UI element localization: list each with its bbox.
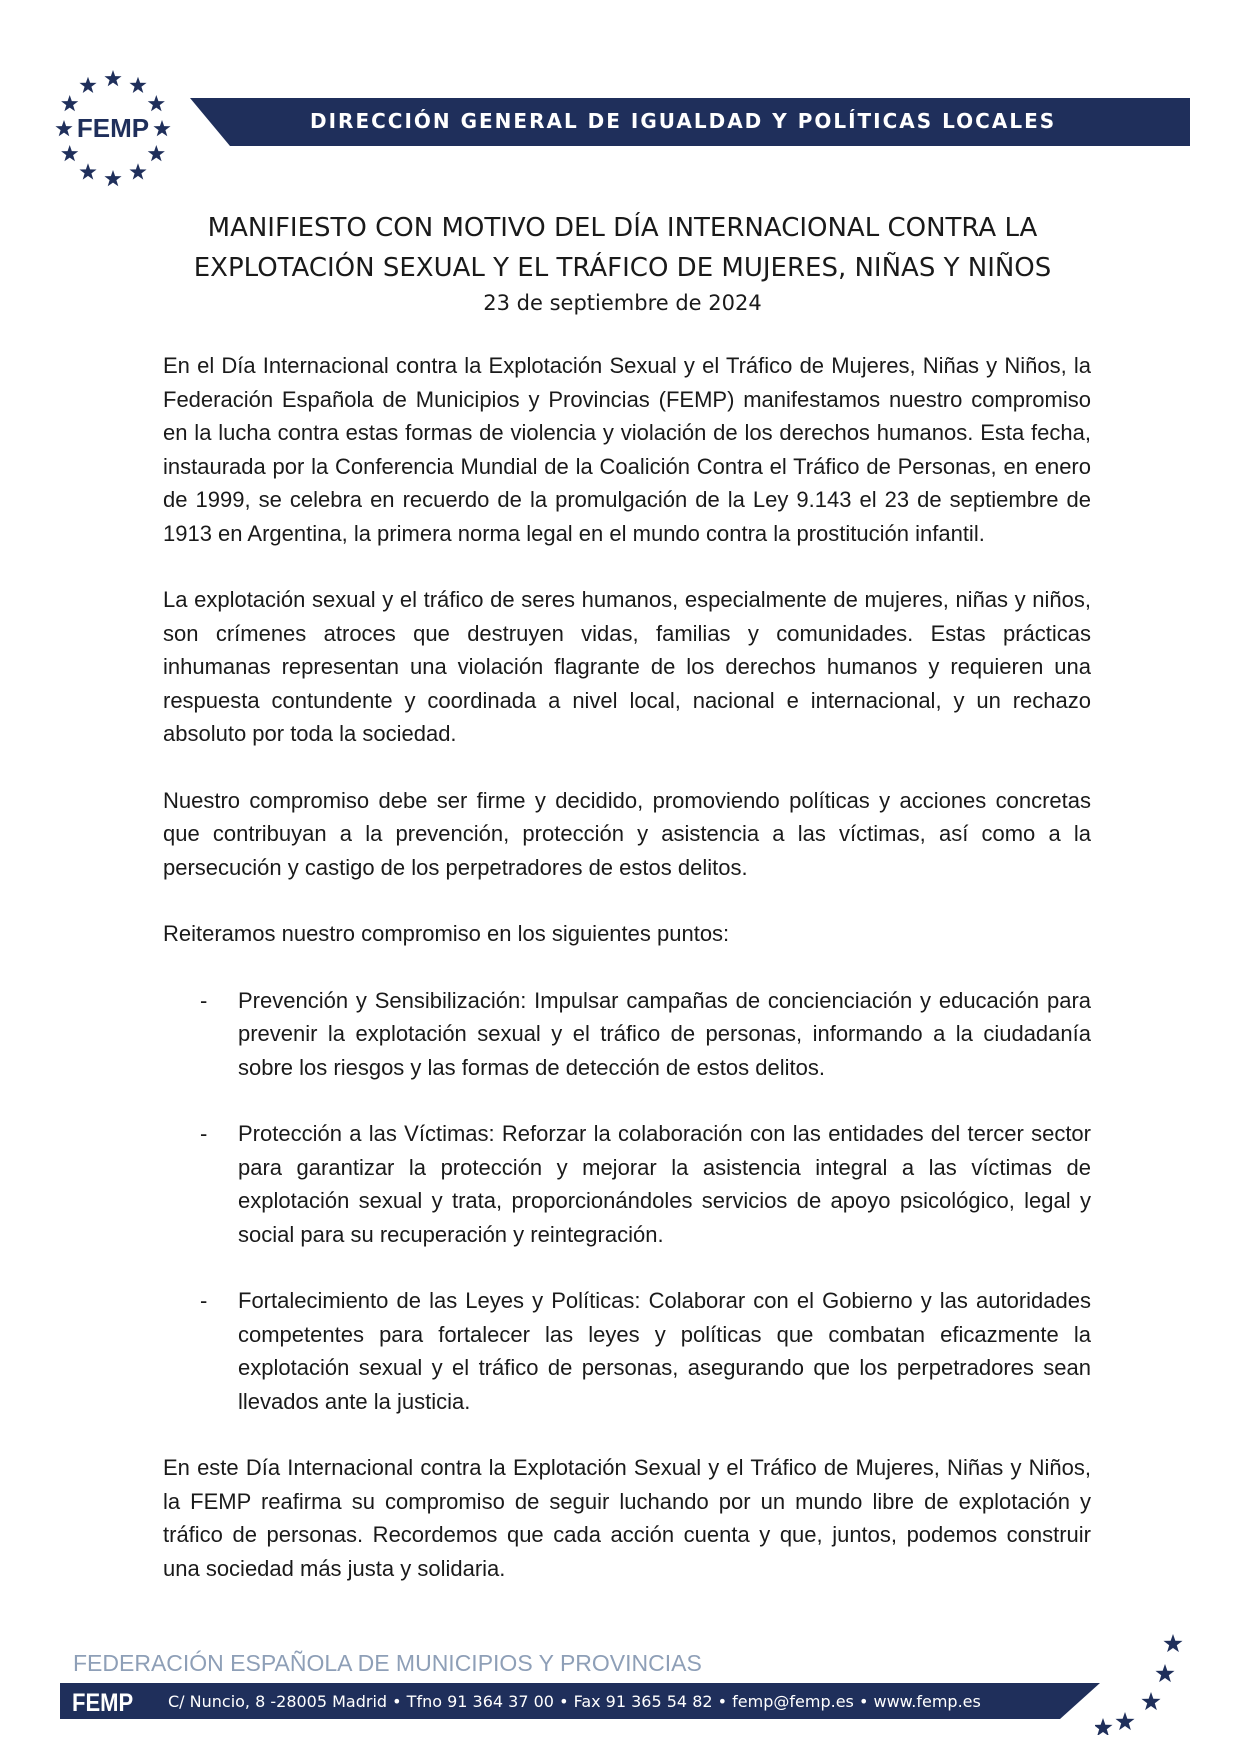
footer-star [1155,1664,1174,1682]
footer-contact: C/ Nuncio, 8 -28005 Madrid • Tfno 91 364 37 00 • Fax 91 365 54 82 • femp@femp.es • www.femp.es [168,1692,981,1711]
femp-logo [50,66,176,192]
document-date: 23 de septiembre de 2024 [483,291,762,315]
footer-star [1115,1712,1134,1730]
logo-star [153,120,170,136]
title-line-1: MANIFIESTO CON MOTIVO DEL DÍA INTERNACIONAL CONTRA LA [207,213,1038,243]
header-title: DIRECCIÓN GENERAL DE IGUALDAD Y POLÍTICAS LOCALES [310,109,1057,133]
logo-star [129,77,146,93]
logo-star [55,120,72,136]
logo-star [79,77,96,93]
footer-org-name: FEDERACIÓN ESPAÑOLA DE MUNICIPIOS Y PROVINCIAS [73,1650,702,1676]
logo-star [104,70,121,86]
paragraph: La explotación sexual y el tráfico de seres humanos, especialmente de mujeres, niñas y niños, son crímenes atroces que destruyen vidas, familias y comunidades. Estas prácticas inhumanas representan una violación flagrante de los derechos humanos y requieren una respuesta contundente y coordinada a nivel local, nacional e internacional, y un rechazo absoluto por toda la sociedad. [163,587,1091,746]
logo-star [129,163,146,179]
paragraph: Nuestro compromiso debe ser firme y decidido, promoviendo políticas y acciones concretas que contribuyan a la prevención, protección y asistencia a las víctimas, así como a la persecución y castigo de los perpetradores de estos delitos. [163,787,1091,880]
list-item [163,1117,1091,1251]
footer-femp-logo: FEMP [72,1688,134,1717]
document-title [160,208,1085,288]
logo-text: FEMP [76,113,150,143]
bullet-dash: - [200,987,208,1013]
list-item-text: Protección a las Víctimas: Reforzar la colaboración con las entidades del tercer sector para garantizar la protección y mejorar la asistencia integral a las víctimas de explotación sexual y trata, proporcionándoles servicios de apoyo psicológico, legal y social para su recuperación y reintegración. [238,1121,1091,1247]
list-item [163,1284,1091,1418]
logo-star [79,163,96,179]
commitment-list [163,984,1091,1419]
closing-paragraph: En este Día Internacional contra la Explotación Sexual y el Tráfico de Mujeres, Niñas y Niños, la FEMP reafirma su compromiso de seguir luchando por un mundo libre de explotación y tráfico de personas. Recordemos que cada acción cuenta y que, juntos, podemos construir una sociedad más justa y solidaria. [163,1455,1091,1581]
logo-star [61,145,78,161]
logo-star [148,145,165,161]
logo-star [104,170,121,186]
footer-star [1141,1692,1160,1710]
logo-star [148,95,165,111]
title-line-2: EXPLOTACIÓN SEXUAL Y EL TRÁFICO DE MUJERES, NIÑAS Y NIÑOS [193,253,1052,283]
paragraph: En el Día Internacional contra la Explotación Sexual y el Tráfico de Mujeres, Niñas y Niños, la Federación Española de Municipios y Provincias (FEMP) manifestamos nuestro compromiso en la lucha contra estas formas de violencia y violación de los derechos humanos. Esta fecha, instaurada por la Conferencia Mundial de la Coalición Contra el Tráfico de Personas, en enero de 1999, se celebra en recuerdo de la promulgación de la Ley 9.143 el 23 de septiembre de 1913 en Argentina, la primera norma legal en el mundo contra la prostitución infantil. [163,353,1091,546]
logo-star [61,95,78,111]
bullet-dash: - [200,1288,208,1313]
list-item-text: Fortalecimiento de las Leyes y Políticas: Colaborar con el Gobierno y las autoridades competentes para fortalecer las leyes y políticas que combatan eficazmente la explotación sexual y el tráfico de personas, asegurando que los perpetradores sean llevados ante la justicia. [238,1288,1091,1414]
document-body [163,349,1091,1618]
bullet-dash: - [200,1121,208,1146]
paragraph: Reiteramos nuestro compromiso en los siguientes puntos: [163,921,730,946]
footer-star [1163,1634,1182,1652]
footer-star [1095,1718,1113,1735]
list-item-text: Prevención y Sensibilización: Impulsar campañas de concienciación y educación para prevenir la explotación sexual y el tráfico de personas, informando a la ciudadanía sobre los riesgos y las formas de detección de estos delitos. [238,987,1091,1080]
stars-icon [1095,1630,1190,1735]
list-item [163,984,1091,1085]
